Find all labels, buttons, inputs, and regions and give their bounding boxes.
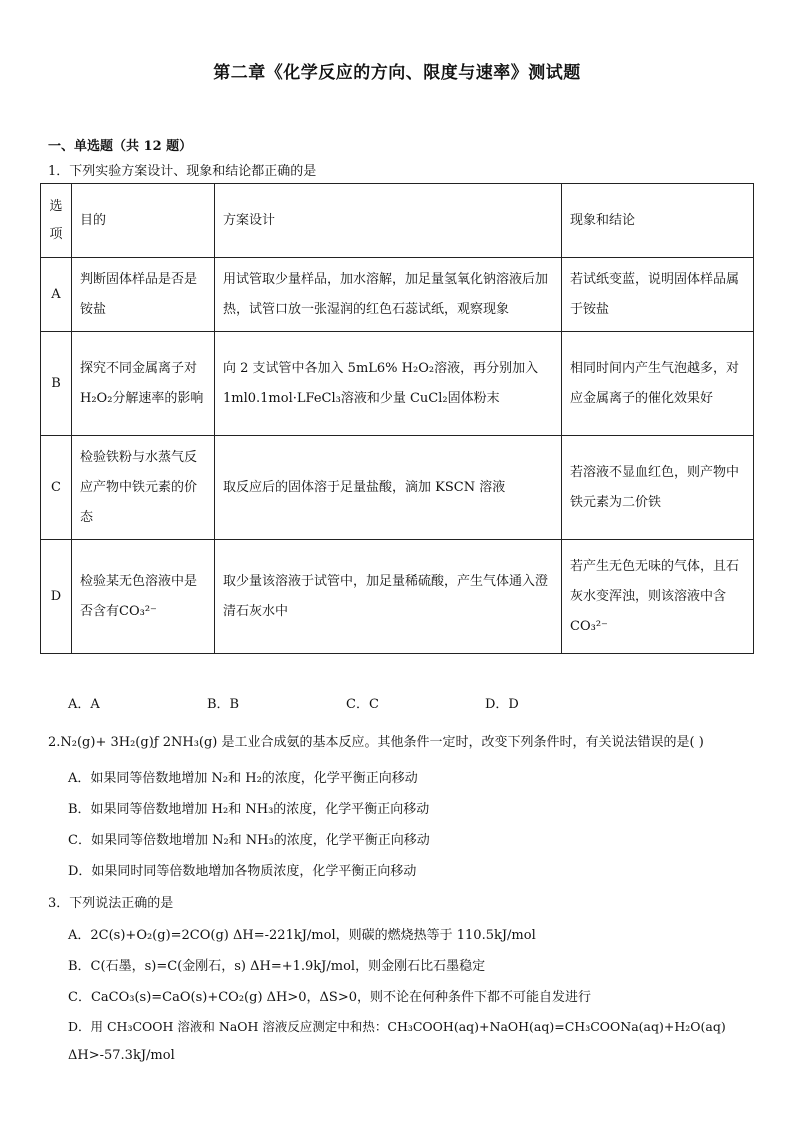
row-plan: 用试管取少量样品，加水溶解，加足量氢氧化钠溶液后加热，试管口放一张湿润的红色石蕊试纸，观察现象	[215, 258, 562, 332]
row-goal: 检验某无色溶液中是否含有CO₃²⁻	[72, 540, 215, 654]
row-result: 若试纸变蓝，说明固体样品属于铵盐	[562, 258, 754, 332]
question-3-option-d-continuation: ΔH>-57.3kJ/mol	[68, 1048, 175, 1063]
question-1-stem: 1．下列实验方案设计、现象和结论都正确的是	[48, 164, 317, 179]
row-goal: 探究不同金属离子对H₂O₂分解速率的影响	[72, 332, 215, 436]
table-row	[41, 436, 754, 540]
table-row	[41, 332, 754, 436]
header-plan: 方案设计	[215, 184, 562, 258]
row-result: 相同时间内产生气泡越多，对应金属离子的催化效果好	[562, 332, 754, 436]
header-result: 现象和结论	[562, 184, 754, 258]
question-3-stem: 3．下列说法正确的是	[48, 896, 174, 911]
table-row	[41, 258, 754, 332]
question-3-option-b[interactable]: B．C(石墨，s)=C(金刚石，s) ΔH=+1.9kJ/mol，则金刚石比石墨稳定	[68, 959, 486, 974]
table-row	[41, 540, 754, 654]
table-header-row	[41, 184, 754, 258]
question-3-option-a[interactable]: A．2C(s)+O₂(g)=2CO(g) ΔH=-221kJ/mol，则碳的燃烧热等于 110.5kJ/mol	[68, 928, 536, 943]
row-goal: 判断固体样品是否是铵盐	[72, 258, 215, 332]
row-result: 若溶液不显血红色，则产物中铁元素为二价铁	[562, 436, 754, 540]
choice-b[interactable]: B．B	[207, 697, 240, 712]
row-option: D	[41, 540, 72, 654]
question-1-choices	[68, 693, 624, 712]
choice-d[interactable]: D．D	[485, 697, 519, 712]
question-2-option-c[interactable]: C．如果同等倍数地增加 N₂和 NH₃的浓度，化学平衡正向移动	[68, 833, 430, 848]
row-option: A	[41, 258, 72, 332]
question-2-option-b[interactable]: B．如果同等倍数地增加 H₂和 NH₃的浓度，化学平衡正向移动	[68, 802, 430, 817]
row-plan: 向 2 支试管中各加入 5mL6% H₂O₂溶液，再分别加入1ml0.1mol·LFeCl₃溶液和少量 CuCl₂固体粉末	[215, 332, 562, 436]
row-goal: 检验铁粉与水蒸气反应产物中铁元素的价态	[72, 436, 215, 540]
header-option: 选项	[41, 184, 72, 258]
question-2-stem: 2.N₂(g)+ 3H₂(g)ƒ 2NH₃(g) 是工业合成氨的基本反应。其他条件一定时，改变下列条件时，有关说法错误的是( )	[48, 735, 704, 750]
row-plan: 取少量该溶液于试管中，加足量稀硫酸，产生气体通入澄清石灰水中	[215, 540, 562, 654]
question-2-option-a[interactable]: A．如果同等倍数地增加 N₂和 H₂的浓度，化学平衡正向移动	[68, 771, 418, 786]
question-3-option-c[interactable]: C．CaCO₃(s)=CaO(s)+CO₂(g) ΔH>0，ΔS>0，则不论在何种条件下都不可能自发进行	[68, 990, 591, 1005]
header-goal: 目的	[72, 184, 215, 258]
question-2-option-d[interactable]: D．如果同时同等倍数地增加各物质浓度，化学平衡正向移动	[68, 864, 417, 879]
choice-a[interactable]: A．A	[68, 697, 100, 712]
experiment-table	[40, 183, 754, 654]
row-plan: 取反应后的固体溶于足量盐酸，滴加 KSCN 溶液	[215, 436, 562, 540]
page-title: 第二章《化学反应的方向、限度与速率》测试题	[213, 63, 581, 83]
row-option: B	[41, 332, 72, 436]
row-result: 若产生无色无味的气体，且石灰水变浑浊，则该溶液中含CO₃²⁻	[562, 540, 754, 654]
question-3-option-d[interactable]: D．用 CH₃COOH 溶液和 NaOH 溶液反应测定中和热：CH₃COOH(aq)+NaOH(aq)=CH₃COONa(aq)+H₂O(aq)	[68, 1019, 726, 1034]
choice-c[interactable]: C．C	[346, 697, 379, 712]
section-heading: 一、单选题（共 12 题）	[48, 139, 193, 154]
row-option: C	[41, 436, 72, 540]
